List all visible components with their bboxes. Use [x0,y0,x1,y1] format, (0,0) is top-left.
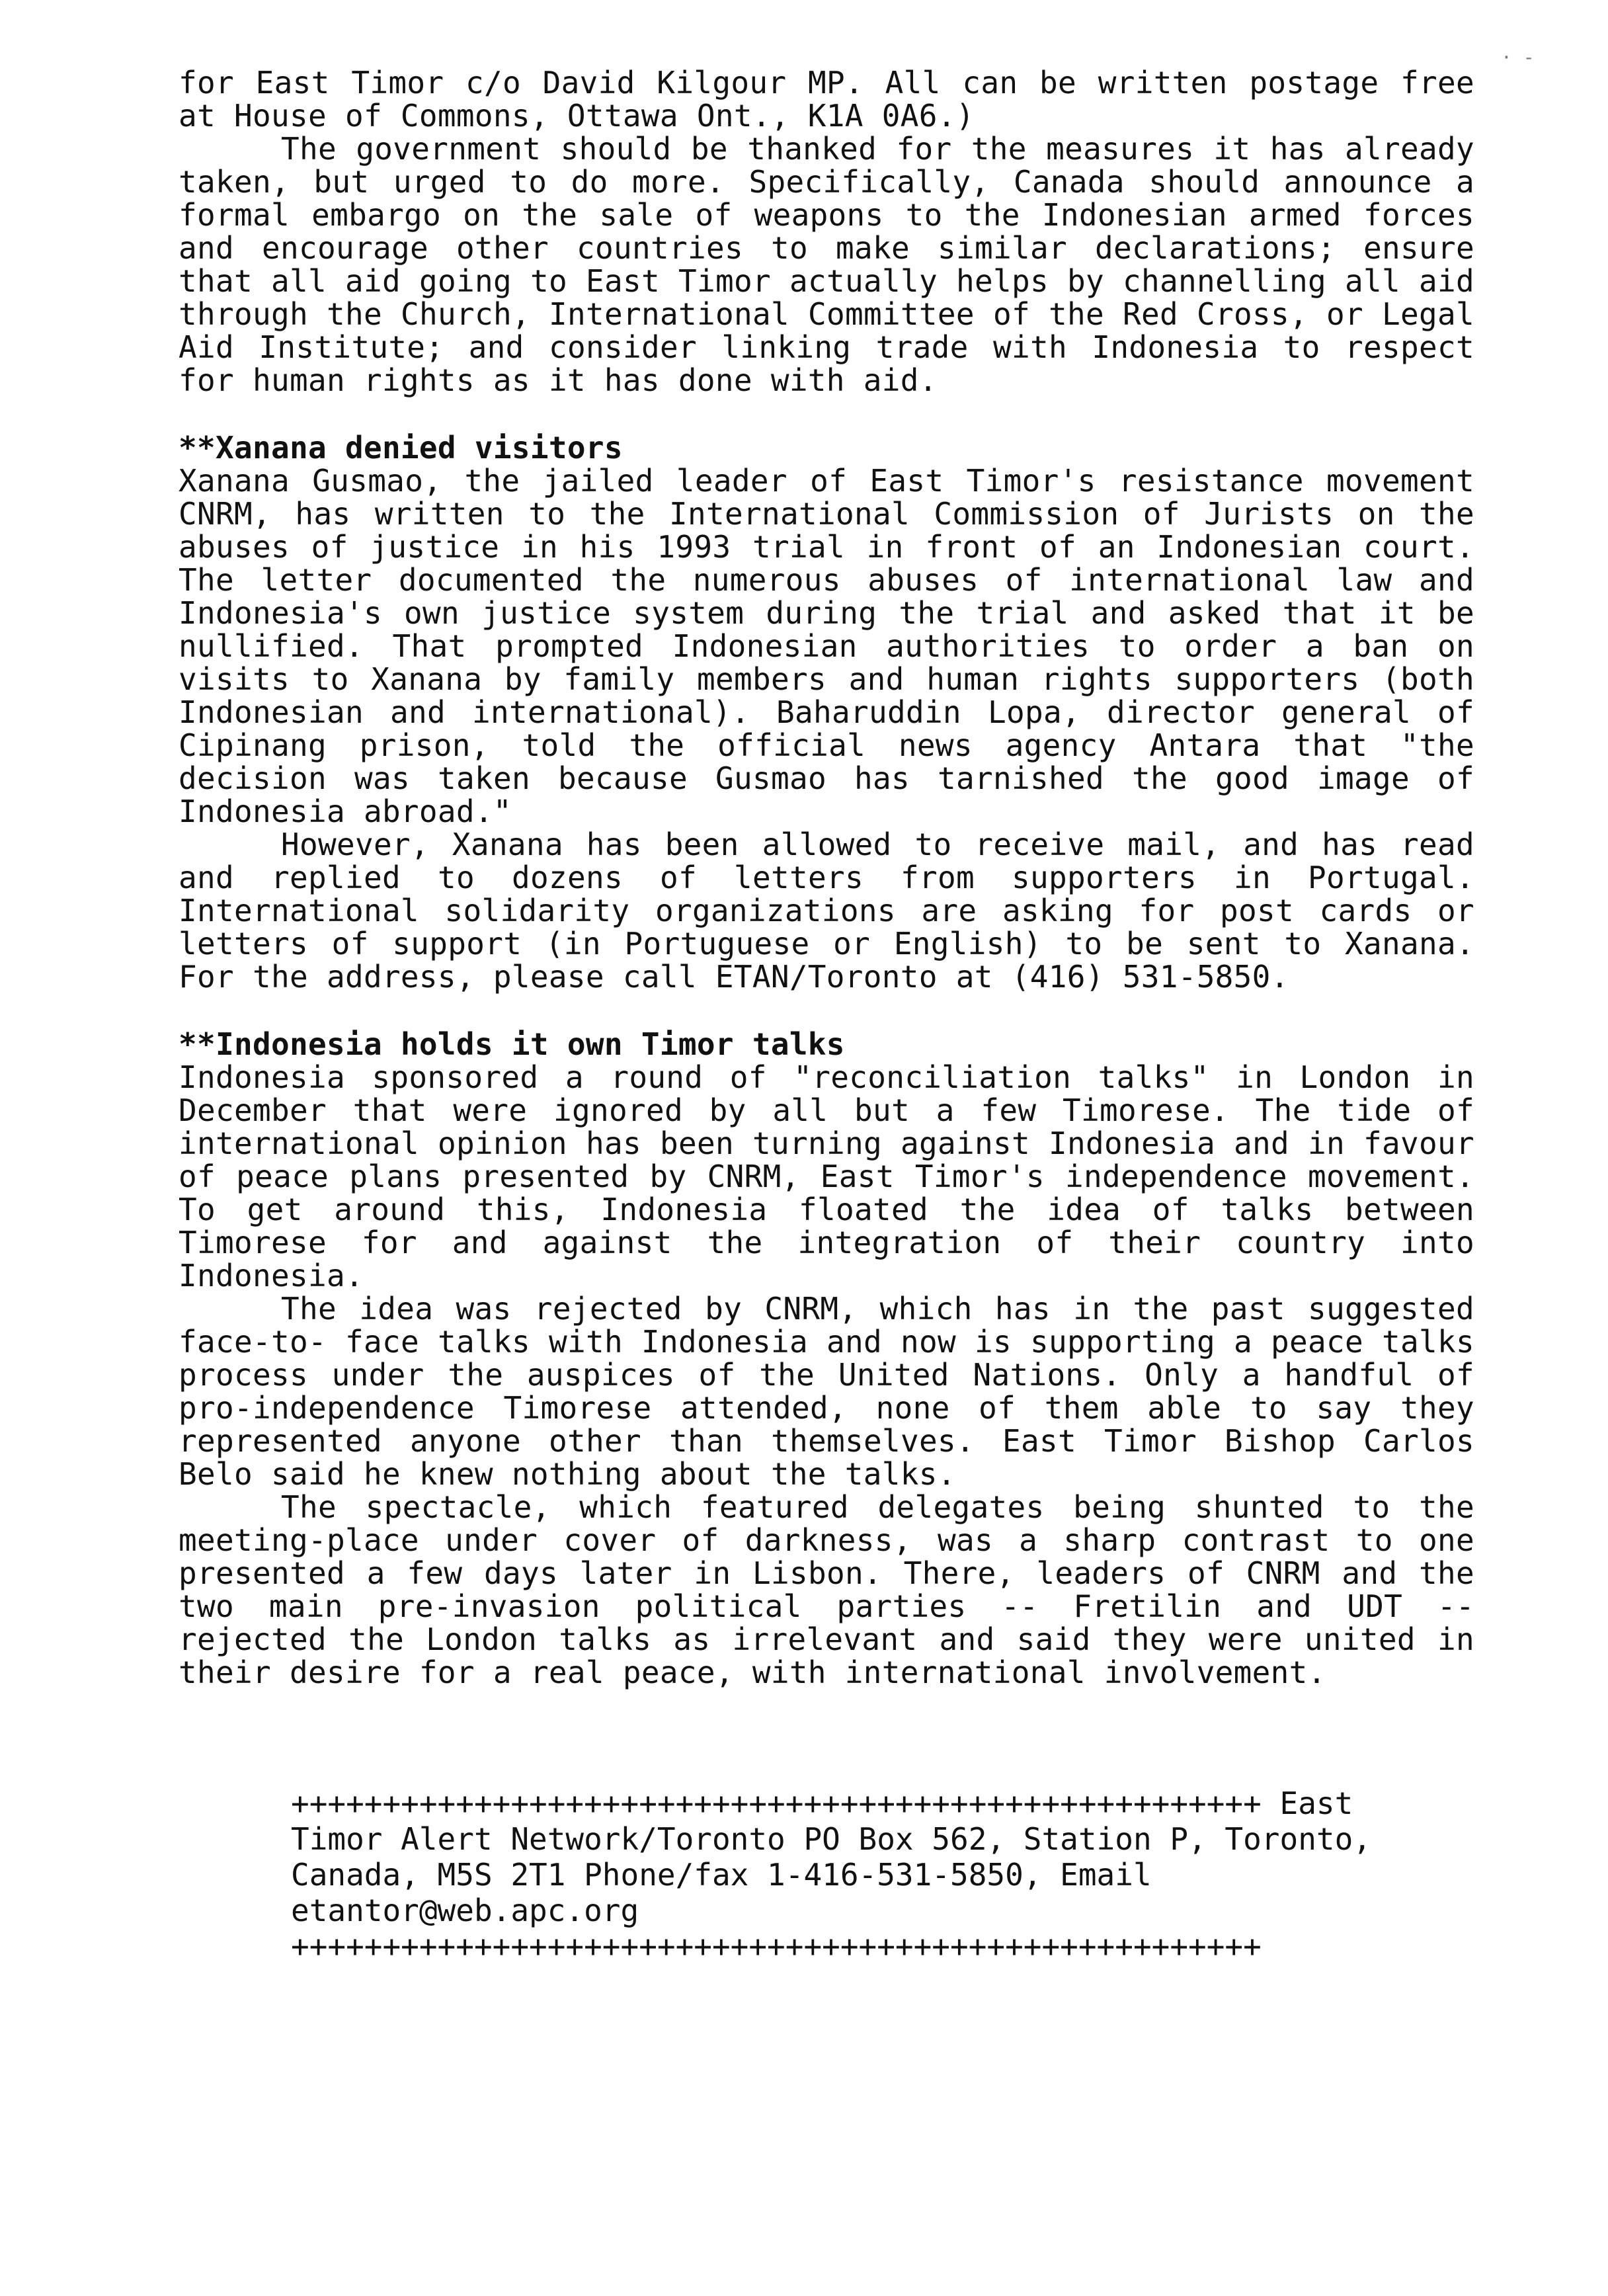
intro-text: for East Timor c/o David Kilgour MP. All can be written postage free at House of Commons, Ottawa Ont., K1A 0A6.) [179,65,1474,134]
talks-paragraph-2: The idea was rejected by CNRM, which has in the past suggested face-to- face talks with Indonesia and now is supporting a peace talks process under the auspices of the United Nations. Only a handful of pro-independence Timorese attended, none of them able to say they represented anyone other than themselves. East Timor Bishop Carlos Belo said he knew nothing about the talks. [179,1291,1474,1492]
intro-paragraph: The government should be thanked for the measures it has already taken, but urged to do more. Specifically, Canada should announce a formal embargo on the sale of weapons to the Indonesian armed forces and encourage other countries to make similar declarations; ensure that all aid going to East Timor actually helps by channelling all aid through the Church, International Committee of the Red Cross, or Legal Aid Institute; and consider linking trade with Indonesia to respect for human rights as it has done with aid. [179,131,1474,398]
footer-address: Timor Alert Network/Toronto PO Box 562, Station P, Toronto, Canada, M5S 2T1 Phone/fax 1-416-531-5850, Email etantor@web.apc.org [291,1821,1371,1928]
scan-speck: · - [1501,46,1535,68]
talks-paragraph-3: The spectacle, which featured delegates being shunted to the meeting-place under cover of darkness, was a sharp contrast to one presented a few days later in Lisbon. There, leaders of CNRM and the two main pre-invasion political parties -- Fretilin and UDT -- rejected the London talks as irrelevant and said they were united in their desire for a real peace, with international involvement. [179,1489,1474,1690]
xanana-paragraph-2: However, Xanana has been allowed to receive mail, and has read and replied to dozens of letters from supporters in Portugal. International solidarity organizations are asking for post cards or letters of support (in Portuguese or English) to be sent to Xanana. For the address, please call ETAN/Toronto at (416) 531-5850. [179,827,1474,995]
spacer [179,397,1474,431]
xanana-paragraph-1: Xanana Gusmao, the jailed leader of East Timor's resistance movement CNRM, has written to the International Commission of Jurists on the abuses of justice in his 1993 trial in front of an Indonesian court. The letter documented the numerous abuses of international law and Indonesia's own justice system during the trial and asked that it be nullified. That prompted Indonesian authorities to order a ban on visits to Xanana by family members and human rights supporters (both Indonesian and international). Baharuddin Lopa, director general of Cipinang prison, told the official news agency Antara that "the decision was taken because Gusmao has tarnished the good image of Indonesia abroad." [179,463,1474,829]
document-body [179,66,1474,1689]
footer-plus-line-top: +++++++++++++++++++++++++++++++++++++++++++++++++++++ East [291,1785,1353,1821]
talks-paragraph-1: Indonesia sponsored a round of "reconciliation talks" in London in December that were ignored by all but a few Timorese. The tide of international opinion has been turning against Indonesia and in favour of peace plans presented by CNRM, East Timor's independence movement. To get around this, Indonesia floated the idea of talks between Timorese for and against the integration of their country into Indonesia. [179,1059,1474,1293]
footer-plus-line-bottom: +++++++++++++++++++++++++++++++++++++++++++++++++++++ [291,1928,1262,1964]
section-heading-xanana: **Xanana denied visitors [179,430,623,466]
spacer [179,993,1474,1028]
contact-footer [291,1785,1428,1964]
section-heading-talks: **Indonesia holds it own Timor talks [179,1026,845,1062]
